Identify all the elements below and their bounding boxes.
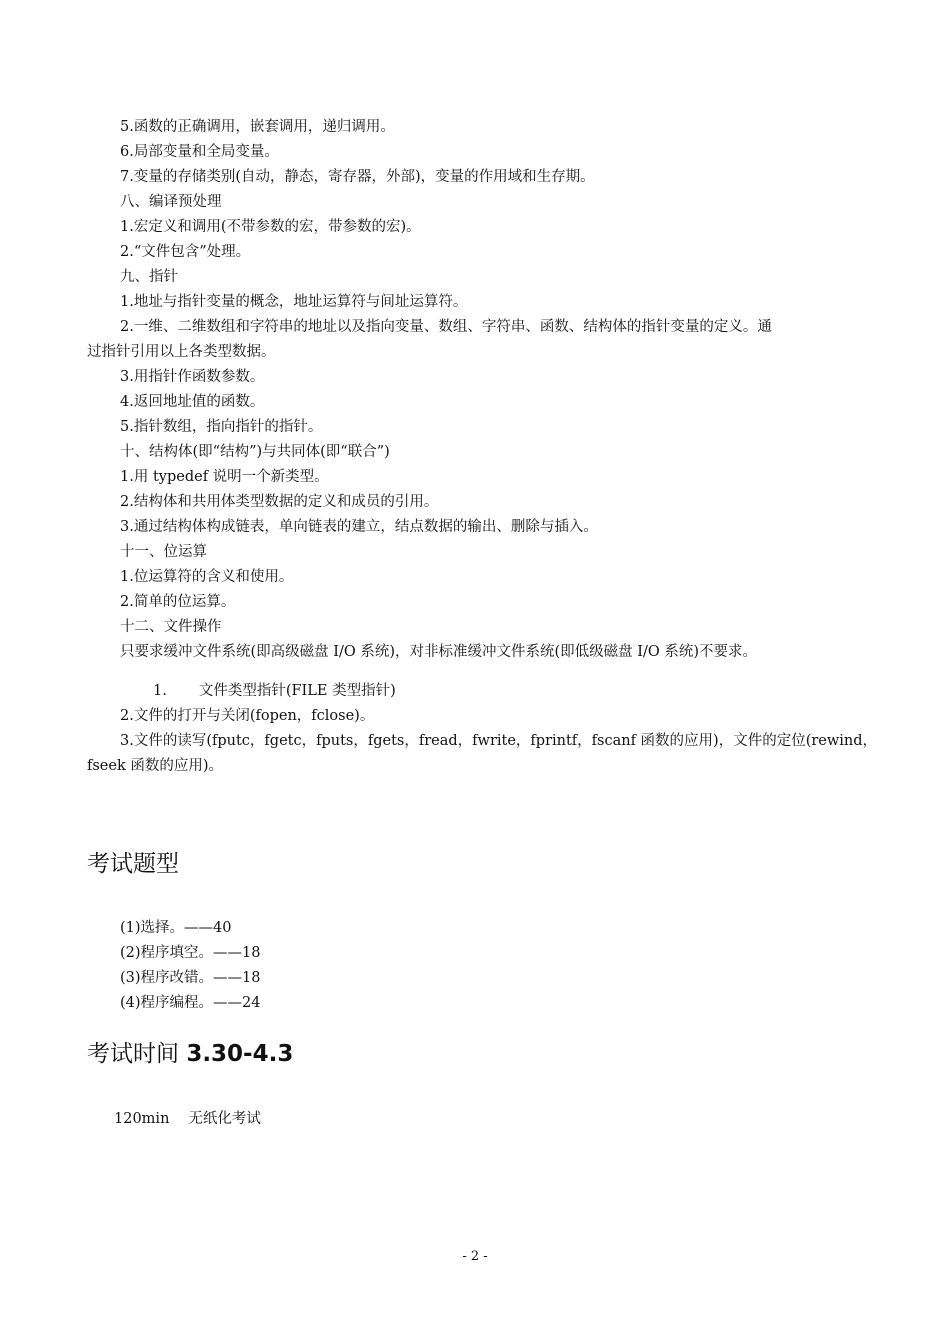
- outline-line: 3.文件的读写(fputc，fgetc，fputs，fgets，fread，fwrite，fprintf，fscanf 函数的应用)，文件的定位(rewind，: [120, 733, 878, 749]
- section-heading-bit-ops: 十一、位运算: [120, 544, 207, 560]
- exam-time-heading: [87, 1039, 293, 1069]
- exam-duration: 120min: [114, 1111, 170, 1127]
- outline-line: 只要求缓冲文件系统(即高级磁盘 I/O 系统)，对非标准缓冲文件系统(即低级磁盘 I/O 系统)不要求。: [120, 644, 758, 660]
- list-item-text: 文件类型指针(FILE 类型指针): [198, 683, 396, 699]
- page-number: - 2 -: [462, 1249, 488, 1264]
- outline-line: 4.返回地址值的函数。: [120, 394, 265, 410]
- exam-type-item: (2)程序填空。——18: [120, 945, 261, 961]
- outline-line: 1.地址与指针变量的概念，地址运算符与间址运算符。: [120, 294, 468, 310]
- outline-line-continuation: fseek 函数的应用)。: [87, 758, 224, 774]
- outline-line: 3.用指针作函数参数。: [120, 369, 265, 385]
- section-heading-pointers: 九、指针: [120, 269, 178, 285]
- outline-line: 2.简单的位运算。: [120, 594, 236, 610]
- exam-mode: 无纸化考试: [188, 1111, 261, 1127]
- outline-line: 5.指针数组，指向指针的指针。: [120, 419, 323, 435]
- outline-line: 1.位运算符的含义和使用。: [120, 569, 294, 585]
- list-number: 1.: [153, 683, 167, 699]
- outline-line: 2.结构体和共用体类型数据的定义和成员的引用。: [120, 494, 439, 510]
- outline-line: 1.宏定义和调用(不带参数的宏，带参数的宏)。: [120, 219, 421, 235]
- section-heading-preprocessing: 八、编译预处理: [120, 194, 222, 210]
- outline-line: 2.一维、二维数组和字符串的地址以及指向变量、数组、字符串、函数、结构体的指针变量的定义。通: [120, 319, 772, 335]
- exam-type-item: (1)选择。——40: [120, 920, 232, 936]
- outline-line: 2.文件的打开与关闭(fopen，fclose)。: [120, 708, 375, 724]
- outline-line: 6.局部变量和全局变量。: [120, 144, 279, 160]
- exam-type-item: (4)程序编程。——24: [120, 995, 261, 1011]
- outline-line-continuation: 过指针引用以上各类型数据。: [87, 344, 276, 360]
- exam-time-heading-text: 考试时间: [87, 1041, 179, 1067]
- exam-time-heading-value: 3.30-4.3: [186, 1041, 294, 1067]
- outline-line: 1.用 typedef 说明一个新类型。: [120, 469, 329, 485]
- outline-line: 3.通过结构体构成链表，单向链表的建立，结点数据的输出、删除与插入。: [120, 519, 598, 535]
- numbered-list-item: [153, 681, 396, 701]
- section-heading-structs: 十、结构体(即“结构”)与共同体(即“联合”): [120, 444, 390, 460]
- exam-type-item: (3)程序改错。——18: [120, 970, 261, 986]
- outline-line: 7.变量的存储类别(自动，静态，寄存器，外部)，变量的作用域和生存期。: [120, 169, 595, 185]
- outline-line: 5.函数的正确调用，嵌套调用，递归调用。: [120, 119, 395, 135]
- outline-line: 2.“文件包含”处理。: [120, 244, 251, 260]
- exam-types-heading: 考试题型: [87, 851, 179, 877]
- section-heading-file-ops: 十二、文件操作: [120, 619, 222, 635]
- exam-duration-line: [114, 1109, 261, 1129]
